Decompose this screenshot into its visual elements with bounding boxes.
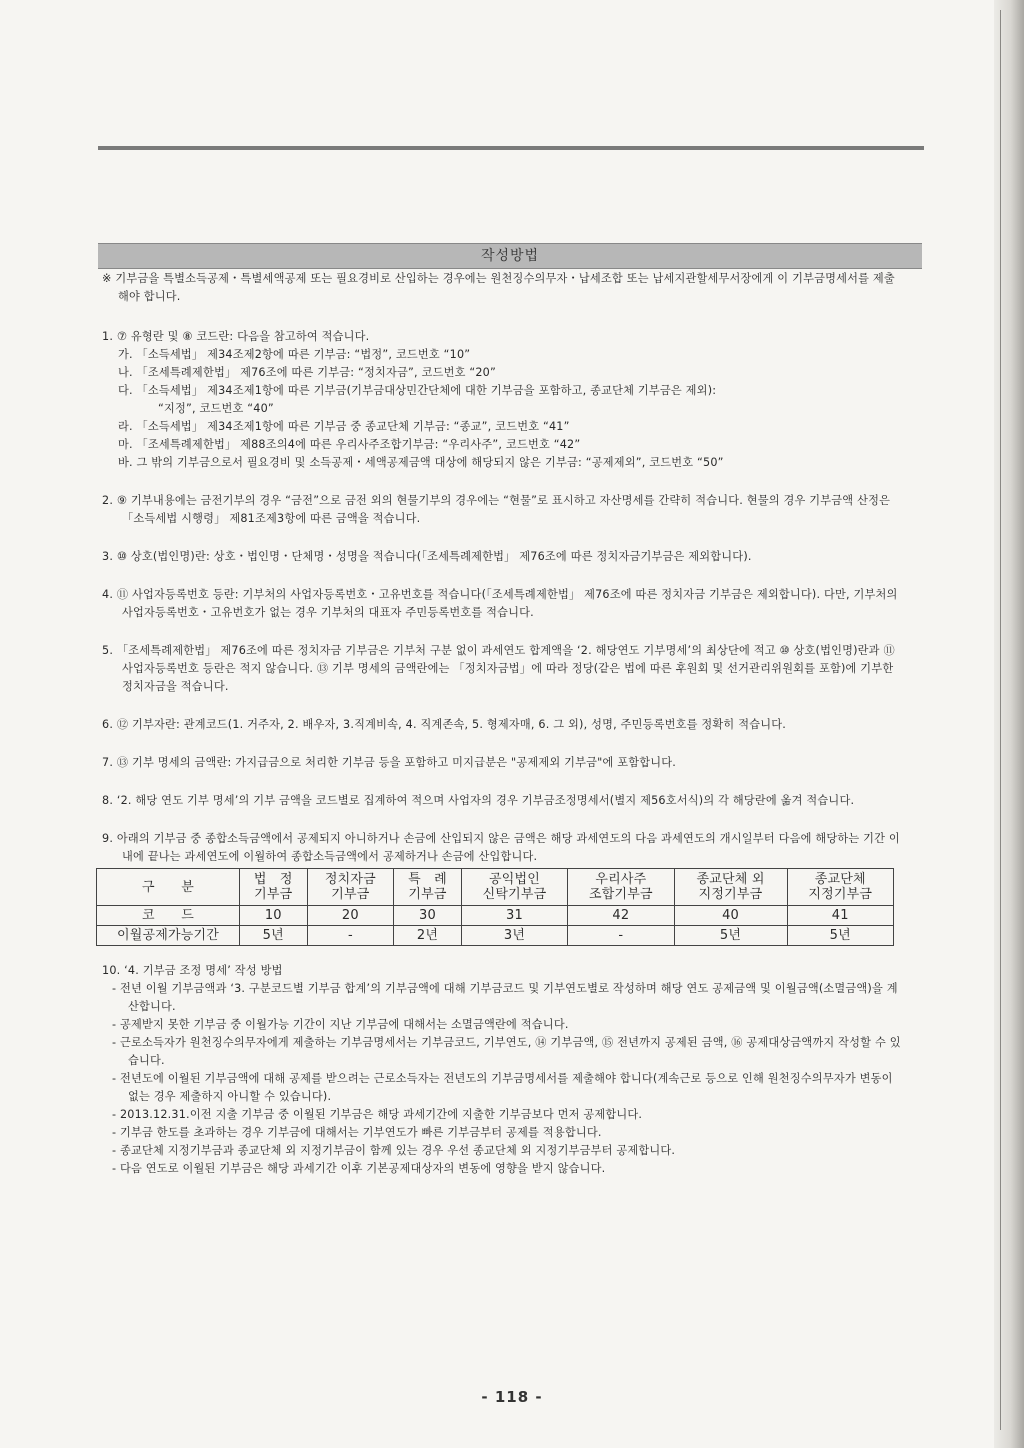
instruction-item-5: 5. 「조세특례제한법」 제76조에 따른 정치자금 기부금은 기부처 구분 없이 과세연도 합계액을 ‘2. 해당연도 기부명세’의 최상단에 적고 ⑩ 상호(법인명)란과 ⑪ 사업자등록번호 등란은 적지 않습니다. ⑬ 기부 명세의 금액란에는 「정치자금법」에 따라 정당(같은 법에 따른 후원회 및 선거관리위원회를 포함)에 기부한 정치자금을 적습니다. [102,644,895,693]
period-label: 이월공제가능기간 [97,926,240,946]
item-9-text: 9. 아래의 기부금 중 종합소득금액에서 공제되지 아니하거나 손금에 산입되지 않은 금액은 해당 과세연도의 다음 과세연도의 개시일부터 다음에 해당하는 기간 이내에 끝나는 과세연도에 이월하여 종합소득금액에서 공제하거나 손금에 산입합니다. [102,832,900,863]
instruction-item-1 [102,328,902,472]
item-1-e: 마. 「조세특례제한법」 제88조의4에 따른 우리사주조합기부금: “우리사주”, 코드번호 “42” [118,438,581,451]
header-cell: 종교단체 지정기부금 [787,869,893,906]
item-10-bullet: - 전년도에 이월된 기부금액에 대해 공제를 받으려는 근로소득자는 전년도의 기부금명세서를 제출해야 합니다(계속근로 등으로 인해 원천징수의무자가 변동이 없는 경우 제출하지 아니할 수 있습니다). [112,1072,893,1103]
item-1-head: 1. ⑦ 유형란 및 ⑧ 코드란: 다음을 참고하여 적습니다. [102,330,370,343]
page-fold-line [1000,10,1001,1430]
item-10-bullet: - 기부금 한도를 초과하는 경우 기부금에 대해서는 기부연도가 빠른 기부금부터 공제를 적용합니다. [112,1126,602,1139]
header-cell: 법 정 기부금 [240,869,308,906]
instructions-body [102,270,902,1198]
table-cell: 30 [394,906,462,926]
instruction-item-2: 2. ⑨ 기부내용에는 금전기부의 경우 “금전”으로 금전 외의 현물기부의 경우에는 “현물”로 표시하고 자산명세를 간략히 적습니다. 현물의 경우 기부금액 산정은 「소득세법 시행령」 제81조제3항에 따른 금액을 적습니다. [102,494,891,525]
table-cell: 3년 [461,926,567,946]
section-header-bar [98,243,922,269]
table-cell: 40 [674,906,787,926]
item-1-b: 나. 「조세특례제한법」 제76조에 따른 기부금: “정치자금”, 코드번호 “20” [118,366,496,379]
carryover-table [96,868,894,946]
table-cell: 42 [568,906,674,926]
table-cell: 5년 [787,926,893,946]
item-1-f: 바. 그 밖의 기부금으로서 필요경비 및 소득공제・세액공제금액 대상에 해당되지 않은 기부금: “공제제외”, 코드번호 “50” [118,456,724,469]
instruction-item-6: 6. ⑫ 기부자란: 관계코드(1. 거주자, 2. 배우자, 3.직계비속, 4. 직계존속, 5. 형제자매, 6. 그 외), 성명, 주민등록번호를 정확히 적습니다. [102,718,786,731]
code-label: 코 드 [97,906,240,926]
table-cell: 5년 [674,926,787,946]
item-10-bullet: - 전년 이월 기부금액과 ‘3. 구분코드별 기부금 합계’의 기부금액에 대해 기부금코드 및 기부연도별로 작성하며 해당 연도 공제금액 및 이월금액(소멸금액)을 계산합니다. [112,982,898,1013]
item-1-a: 가. 「소득세법」 제34조제2항에 따른 기부금: “법정”, 코드번호 “10” [118,348,471,361]
section-title: 작성방법 [480,248,540,264]
header-cell: 특 례 기부금 [394,869,462,906]
table-cell: 20 [307,906,394,926]
intro-note: ※ 기부금을 특별소득공제・특별세액공제 또는 필요경비로 산입하는 경우에는 원천징수의무자・납세조합 또는 납세지관할세무서장에게 이 기부금명세서를 제출해야 합니다. [102,272,895,303]
table-cell: 31 [461,906,567,926]
header-cell: 공익법인 신탁기부금 [461,869,567,906]
item-10-bullet: - 2013.12.31.이전 지출 기부금 중 이월된 기부금은 해당 과세기간에 지출한 기부금보다 먼저 공제합니다. [112,1108,643,1121]
instruction-item-7: 7. ⑬ 기부 명세의 금액란: 가지급금으로 처리한 기부금 등을 포함하고 미지급분은 "공제제외 기부금"에 포함합니다. [102,756,677,769]
table-cell: - [307,926,394,946]
item-10-bullet: - 근로소득자가 원천징수의무자에게 제출하는 기부금명세서는 기부금코드, 기부연도, ⑭ 기부금액, ⑮ 전년까지 공제된 금액, ⑯ 공제대상금액까지 작성할 수 있습니다. [112,1036,901,1067]
header-cell: 우리사주 조합기부금 [568,869,674,906]
page-number: - 118 - [481,1388,543,1406]
header-cell: 종교단체 외 지정기부금 [674,869,787,906]
table-cell: 2년 [394,926,462,946]
header-cell: 정치자금 기부금 [307,869,394,906]
instruction-item-8: 8. ‘2. 해당 연도 기부 명세’의 기부 금액을 코드별로 집계하여 적으며 사업자의 경우 기부금조정명세서(별지 제56호서식)의 각 해당란에 옮겨 적습니다. [102,794,855,807]
table-cell: 41 [787,906,893,926]
table-cell: 5년 [240,926,308,946]
item-10-bullet: - 공제받지 못한 기부금 중 이월가능 기간이 지난 기부금에 대해서는 소멸금액란에 적습니다. [112,1018,569,1031]
top-divider [98,146,924,150]
item-10-head: 10. ‘4. 기부금 조정 명세’ 작성 방법 [102,964,283,977]
table-cell: 10 [240,906,308,926]
table-row-period [97,926,894,946]
row-header-label: 구 분 [97,869,240,906]
item-10-bullet: - 다음 연도로 이월된 기부금은 해당 과세기간 이후 기본공제대상자의 변동에 영향을 받지 않습니다. [112,1162,606,1175]
instruction-item-3: 3. ⑩ 상호(법인명)란: 상호・법인명・단체명・성명을 적습니다(「조세특례제한법」 제76조에 따른 정치자금기부금은 제외합니다). [102,550,752,563]
table-cell: - [568,926,674,946]
page-binding-edge [994,0,1024,1448]
table-header-row [97,869,894,906]
item-1-c: 다. 「소득세법」 제34조제1항에 따른 기부금(기부금대상민간단체에 대한 기부금을 포함하고, 종교단체 기부금은 제외): [118,384,717,397]
instruction-item-9 [102,830,902,946]
item-1-c-cont: “지정”, 코드번호 “40” [158,402,274,415]
instruction-item-4: 4. ⑪ 사업자등록번호 등란: 기부처의 사업자등록번호・고유번호를 적습니다(「조세특례제한법」 제76조에 따른 정치자금 기부금은 제외합니다). 다만, 기부처의 사업자등록번호・고유번호가 없는 경우 기부처의 대표자 주민등록번호를 적습니다. [102,588,898,619]
table-row-code [97,906,894,926]
instruction-item-10 [102,962,902,1178]
item-1-d: 라. 「소득세법」 제34조제1항에 따른 기부금 중 종교단체 기부금: “종교”, 코드번호 “41” [118,420,570,433]
item-10-bullet: - 종교단체 지정기부금과 종교단체 외 지정기부금이 함께 있는 경우 우선 종교단체 외 지정기부금부터 공제합니다. [112,1144,676,1157]
